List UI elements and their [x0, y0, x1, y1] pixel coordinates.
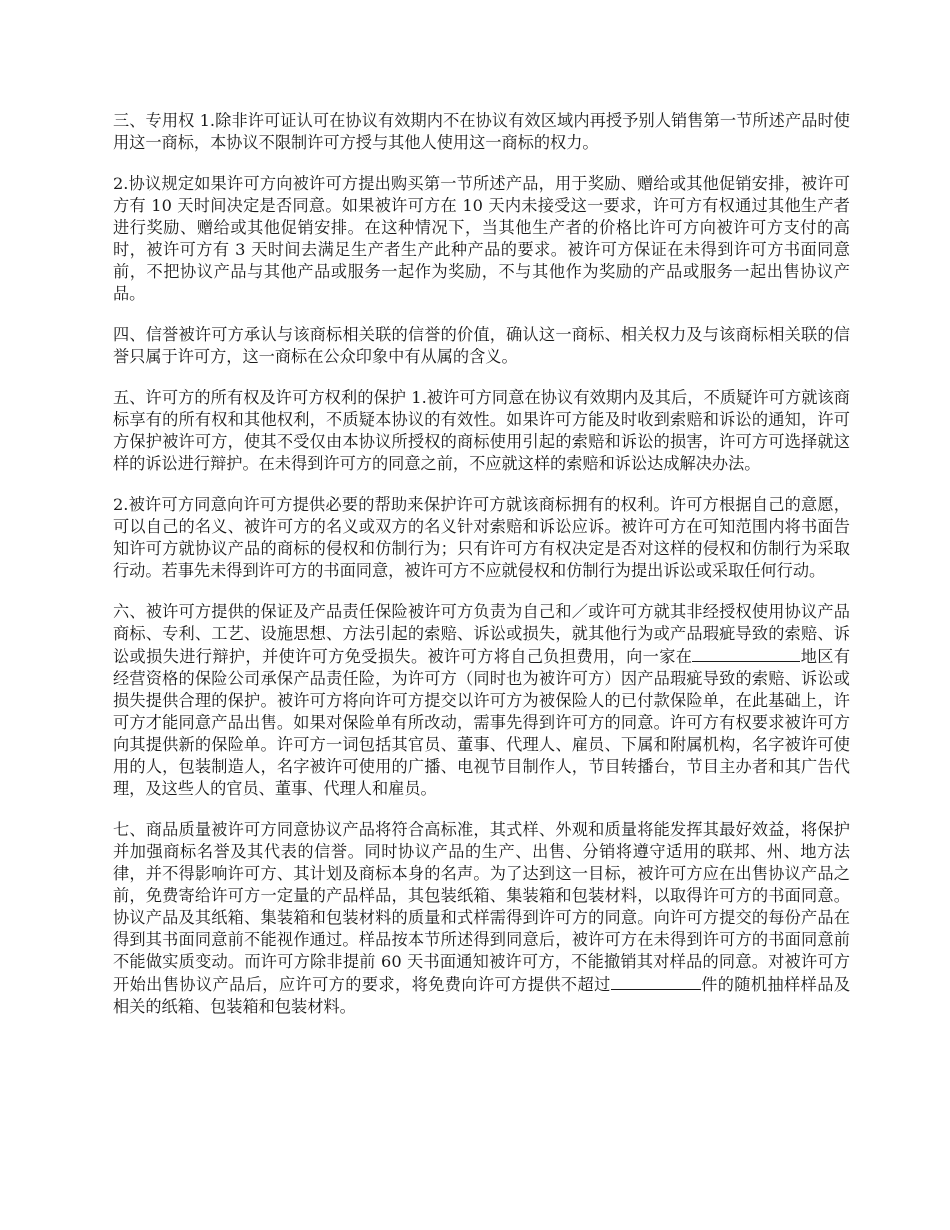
paragraph-text-segment: 地区有经营资格的保险公司承保产品责任险，为许可方（同时也为被许可方）因产品瑕疵导致的索赔、诉讼或损失提供合理的保护。被许可方将向许可方提交以许可方为被保险人的已付款保险单，在此基础上，许可方才能同意产品出售。如果对保险单有所改动，需事先得到许可方的同意。许可方有权要求被许可方向其提供新的保险单。许可方一词包括其官员、董事、代理人、雇员、下属和附属机构，名字被许可使用的人，包装制造人，名字被许可使用的广播、电视节目制作人，节目转播台，节目主办者和其广告代理，及这些人的官员、董事、代理人和雇员。: [113, 647, 851, 798]
blank-quantity-field: [611, 973, 701, 990]
paragraph-text-segment: 七、商品质量被许可方同意协议产品将符合高标准，其式样、外观和质量将能发挥其最好效益，将保护并加强商标名誉及其代表的信誉。同时协议产品的生产、出售、分销将遵守适用的联邦、州、地方法律，并不得影响许可方、其计划及商标本身的名声。为了达到这一目标，被许可方应在出售协议产品之前，免费寄给许可方一定量的产品样品，其包装纸箱、集装箱和包装材料，以取得许可方的书面同意。协议产品及其纸箱、集装箱和包装材料的质量和式样需得到许可方的同意。向许可方提交的每份产品在得到其书面同意前不能视作通过。样品按本节所述得到同意后，被许可方在未得到许可方的书面同意前不能做实质变动。而许可方除非提前 60 天书面通知被许可方，不能撤销其对样品的同意。对被许可方开始出售协议产品后，应许可方的要求，将免费向许可方提供不超过: [113, 820, 850, 994]
paragraph-assistance: 2.被许可方同意向许可方提供必要的帮助来保护许可方就该商标拥有的权利。许可方根据自己的意愿，可以自己的名义、被许可方的名义或双方的名义针对索赔和诉讼应诉。被许可方在可知范围内将书面告知许可方就协议产品的商标的侵权和仿制行为；只有许可方有权决定是否对这样的侵权和仿制行为采取行动。若事先未得到许可方的书面同意，被许可方不应就侵权和仿制行为提出诉讼或采取任何行动。: [113, 495, 850, 580]
paragraph-exclusive-rights: 三、专用权 1.除非许可证认可在协议有效期内不在协议有效区域内再授予别人销售第一节所述产品时使用这一商标，本协议不限制许可方授与其他人使用这一商标的权力。: [113, 111, 850, 152]
paragraph-warranty-insurance: [113, 601, 850, 800]
paragraph-ownership-protection: 五、许可方的所有权及许可方权利的保护 1.被许可方同意在协议有效期内及其后，不质疑许可方就该商标享有的所有权和其他权利，不质疑本协议的有效性。如果许可方能及时收到索赔和诉讼的通知，许可方保护被许可方，使其不受仅由本协议所授权的商标使用引起的索赔和诉讼的损害，许可方可选择就这样的诉讼进行辩护。在未得到许可方的同意之前，不应就这样的索赔和诉讼达成解决办法。: [113, 388, 850, 473]
paragraph-promotion-clause: 2.协议规定如果许可方向被许可方提出购买第一节所述产品，用于奖励、赠给或其他促销安排，被许可方有 10 天时间决定是否同意。如果被许可方在 10 天内未接受这一要求，许可方有权通过其他生产者进行奖励、赠给或其他促销安排。在这种情况下，当其他生产者的价格比许可方向被许可方支付的高时，被许可方有 3 天时间去满足生产者生产此种产品的要求。被许可方保证在未得到许可方书面同意前，不把协议产品与其他产品或服务一起作为奖励，不与其他作为奖励的产品或服务一起出售协议产品。: [113, 174, 850, 303]
blank-region-field: [692, 645, 800, 662]
paragraph-goodwill: 四、信誉被许可方承认与该商标相关联的信誉的价值，确认这一商标、相关权力及与该商标相关联的信誉只属于许可方，这一商标在公众印象中有从属的含义。: [113, 325, 850, 366]
paragraph-text-segment: 六、被许可方提供的保证及产品责任保险被许可方负责为自己和／或许可方就其非经授权使用协议产品商标、专利、工艺、设施思想、方法引起的索赔、诉讼或损失，就其他行为或产品瑕疵导致的索赔、诉讼或损失进行辩护，并使许可方免受损失。被许可方将自己负担费用，向一家在: [113, 602, 850, 666]
paragraph-product-quality: [113, 819, 850, 1018]
paragraph-text-segment: 件的随机抽样样品及相关的纸箱、包装箱和包装材料。: [113, 975, 851, 1016]
document-body: [113, 110, 850, 1037]
